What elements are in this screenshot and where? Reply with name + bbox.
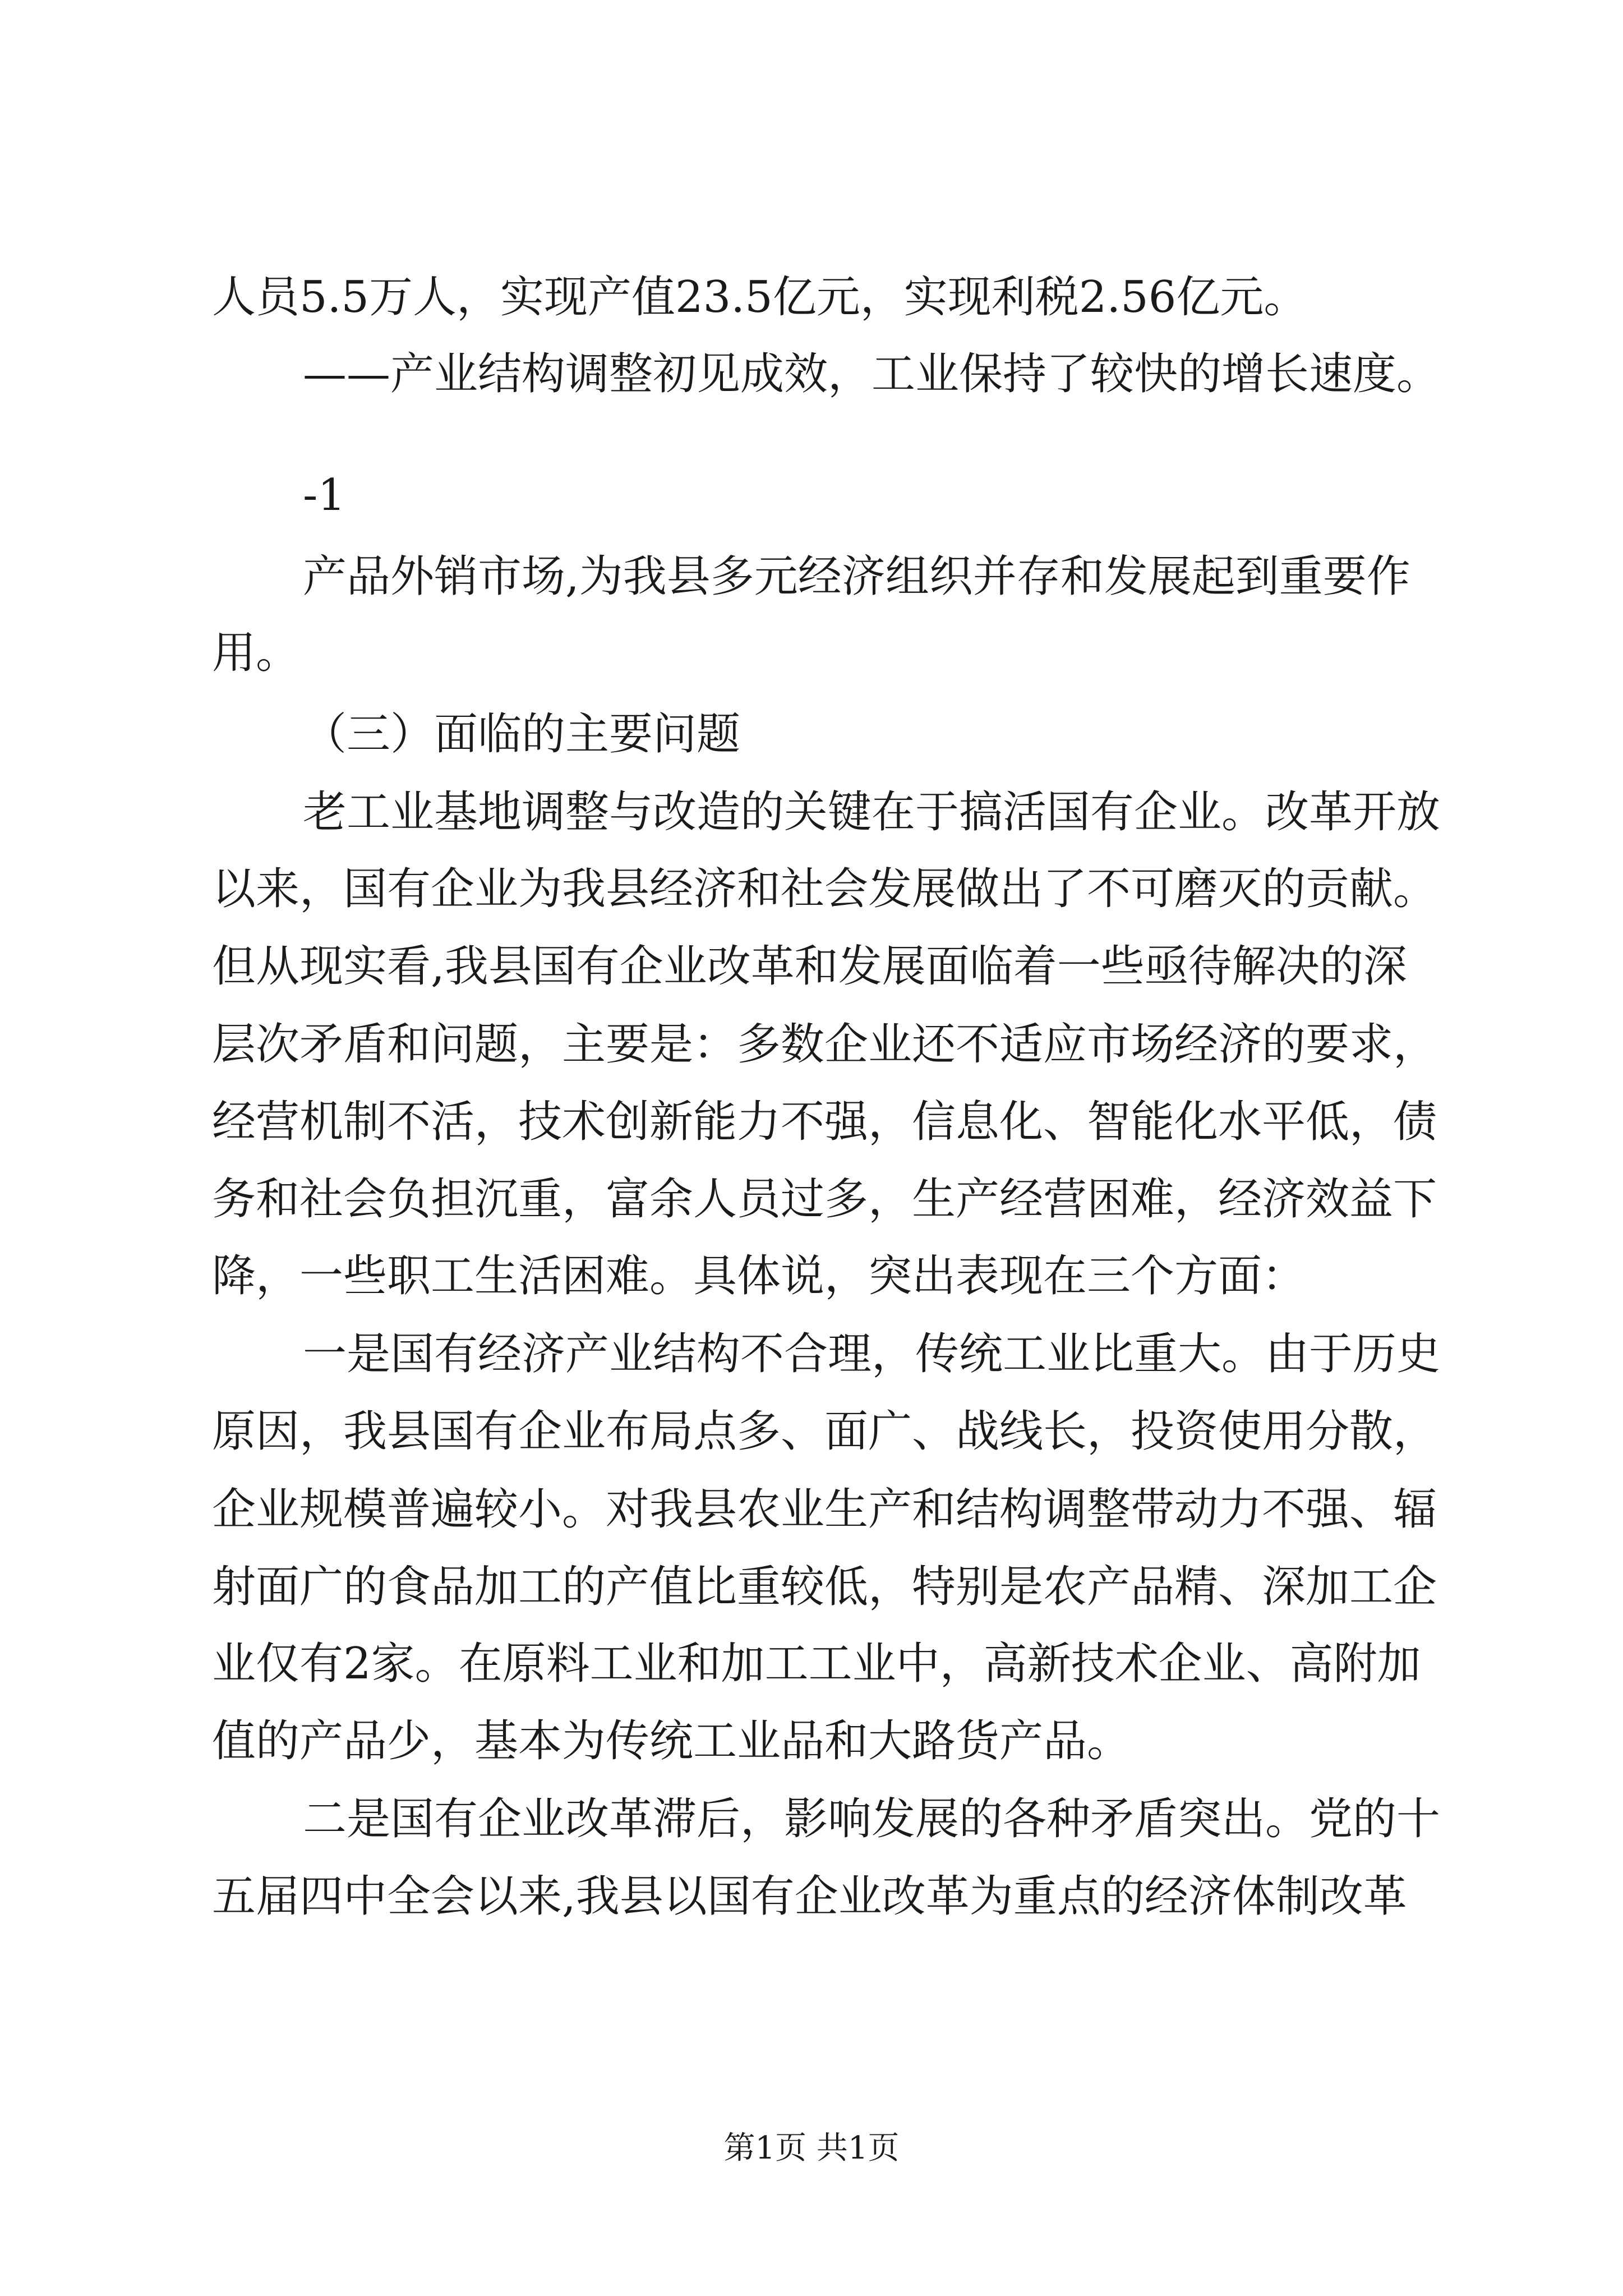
text-line: 但从现实看,我县国有企业改革和发展面临着一些亟待解决的深 [212,941,1407,992]
text-line: 产品外销市场,为我县多元经济组织并存和发展起到重要作 [303,551,1410,602]
text-line: 五届四中全会以来,我县以国有企业改革为重点的经济体制改革 [212,1871,1407,1922]
text-line: 一是国有经济产业结构不合理，传统工业比重大。由于历史 [303,1329,1441,1379]
page-marker: -1 [303,470,345,521]
text-line: 业仅有2家。在原料工业和加工工业中，高新技术企业、高附加 [212,1639,1421,1689]
section-heading: （三）面临的主要问题 [303,709,741,760]
text-line: 用。 [212,628,300,678]
text-line: 经营机制不活，技术创新能力不强，信息化、智能化水平低，债 [212,1097,1437,1147]
text-line: 二是国有企业改革滞后，影响发展的各种矛盾突出。党的十 [303,1794,1441,1844]
page-footer: 第1页 共1页 [723,2130,900,2166]
text-line: 人员5.5万人，实现产值23.5亿元，实现利税2.56亿元。 [212,272,1308,323]
text-line: 层次矛盾和问题，主要是：多数企业还不适应市场经济的要求， [212,1019,1437,1070]
text-line: 降，一些职工生活困难。具体说，突出表现在三个方面： [212,1251,1306,1301]
text-line: 务和社会负担沉重，富余人员过多，生产经营困难，经济效益下 [212,1174,1437,1225]
text-line: 以来，国有企业为我县经济和社会发展做出了不可磨灭的贡献。 [212,864,1437,914]
text-line: ——产业结构调整初见成效，工业保持了较快的增长速度。 [303,349,1441,399]
text-line: 原因，我县国有企业布局点多、面广、战线长，投资使用分散， [212,1406,1437,1457]
text-line: 老工业基地调整与改造的关键在于搞活国有企业。改革开放 [303,787,1441,838]
text-line: 射面广的食品加工的产值比重较低，特别是农产品精、深加工企 [212,1562,1437,1612]
text-line: 值的产品少，基本为传统工业品和大路货产品。 [212,1716,1131,1766]
text-line: 企业规模普遍较小。对我县农业生产和结构调整带动力不强、辐 [212,1484,1437,1535]
